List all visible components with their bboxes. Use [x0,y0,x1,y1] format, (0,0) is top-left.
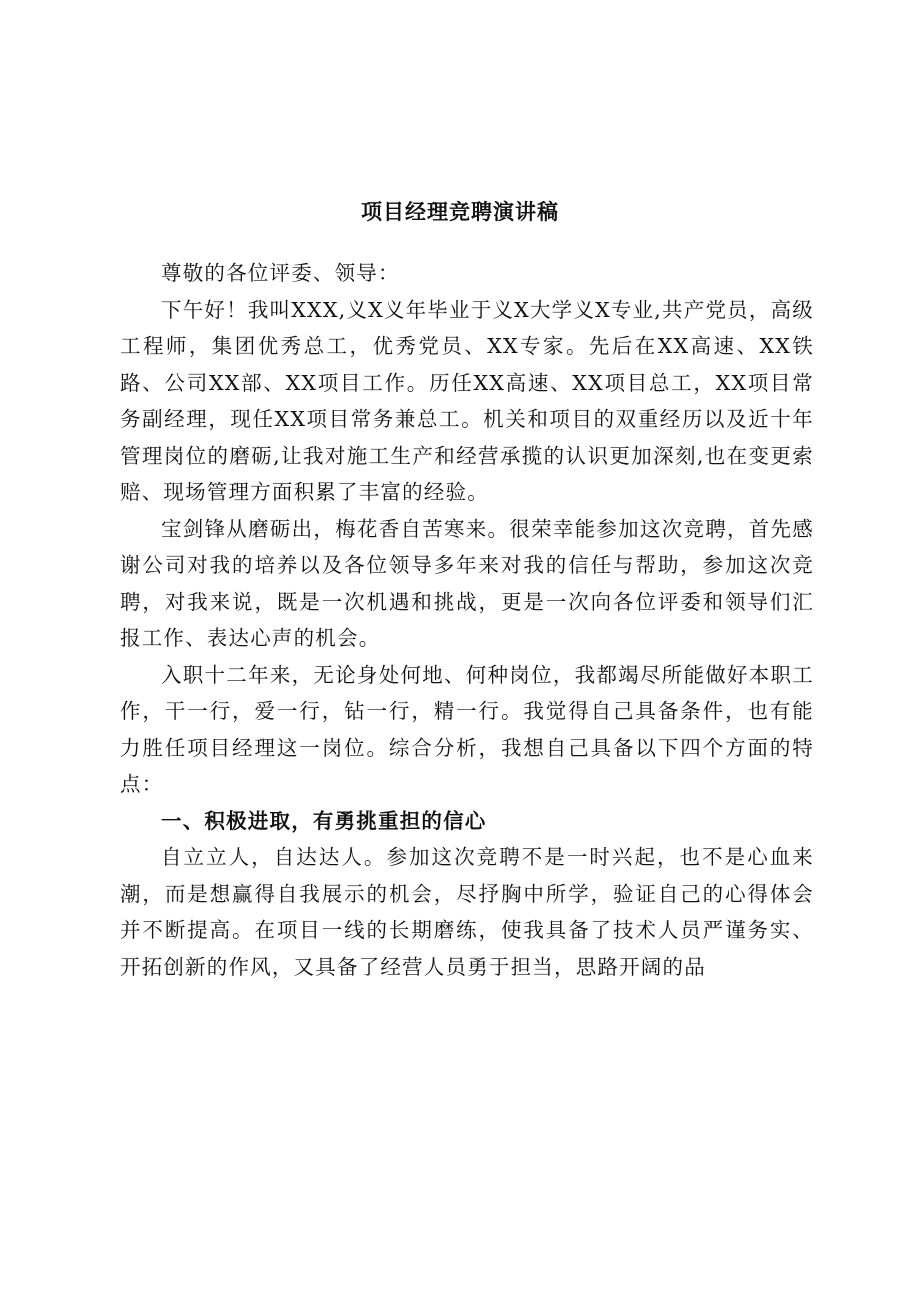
qualification-paragraph: 入职十二年来，无论身处何地、何种岗位，我都竭尽所能做好本职工作，干一行，爱一行，钻一行，精一行。我觉得自己具备条件，也有能力胜任项目经理这一岗位。综合分析，我想自己具备以下四个方面的特点： [120,662,814,796]
motivation-paragraph: 宝剑锋从磨砺出，梅花香自苦寒来。很荣幸能参加这次竞聘，首先感谢公司对我的培养以及各位领导多年来对我的信任与帮助，参加这次竞聘，对我来说，既是一次机遇和挑战，更是一次向各位评委和领导们汇报工作、表达心声的机会。 [120,516,814,650]
section-body-paragraph: 自立立人，自达达人。参加这次竞聘不是一时兴起，也不是心血来潮，而是想赢得自我展示的机会，尽抒胸中所学，验证自己的心得体会并不断提高。在项目一线的长期磨练，使我具备了技术人员严谨务实、开拓创新的作风，又具备了经营人员勇于担当，思路开阔的品 [120,845,814,979]
section-heading: 一、积极进取，有勇挑重担的信心 [161,808,487,833]
document-body [120,255,814,985]
introduction-paragraph: 下午好！我叫XXX,义X义年毕业于义X大学义X专业,共产党员，高级工程师，集团优秀总工，优秀党员、XX专家。先后在XX高速、XX铁路、公司XX部、XX项目工作。历任XX高速、XX项目总工，XX项目常务副经理，现任XX项目常务兼总工。机关和项目的双重经历以及近十年管理岗位的磨砺,让我对施工生产和经营承揽的认识更加深刻,也在变更索赔、现场管理方面积累了丰富的经验。 [120,297,814,504]
document-title: 项目经理竞聘演讲稿 [361,199,559,224]
salutation-paragraph: 尊敬的各位评委、领导： [161,261,400,285]
